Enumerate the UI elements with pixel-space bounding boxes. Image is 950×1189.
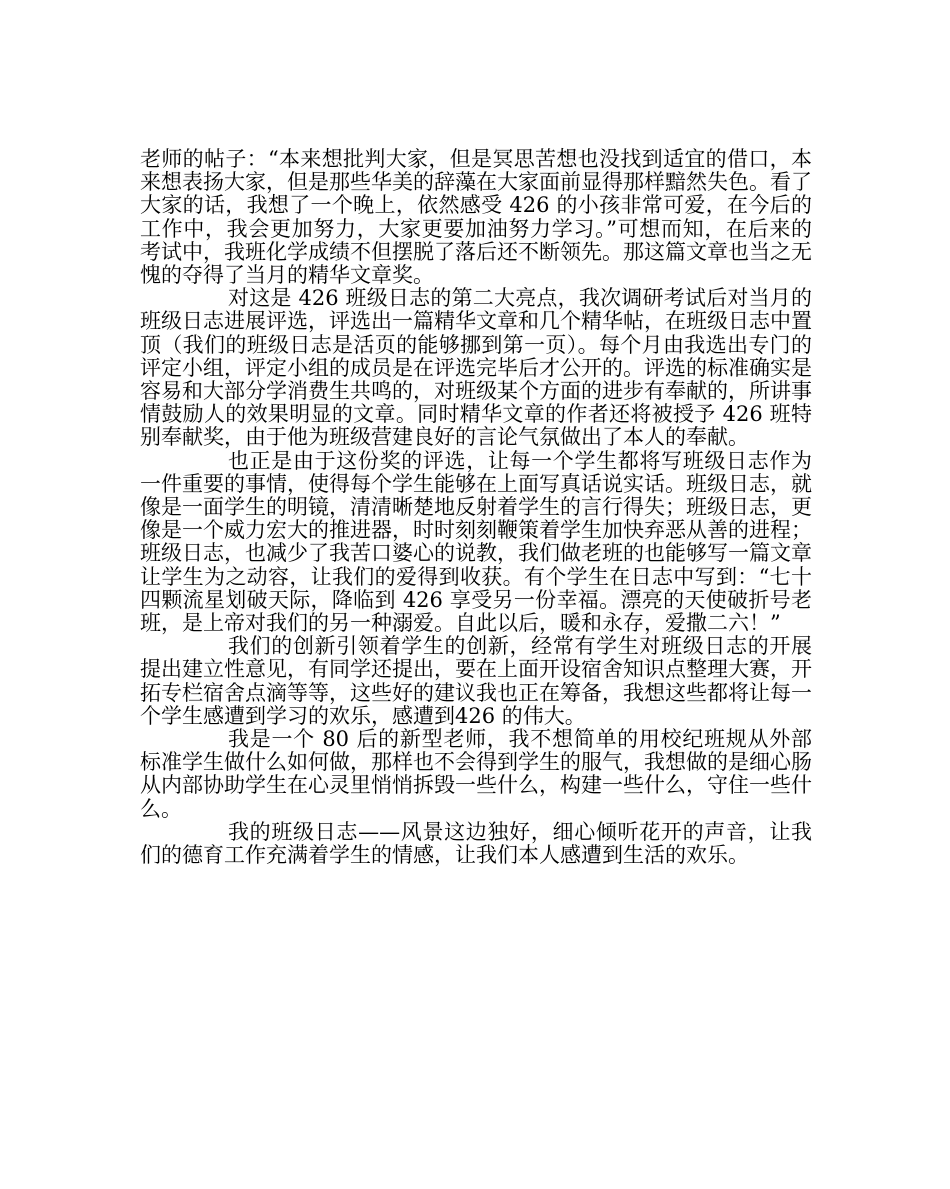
paragraph-5: 我是一个 80 后的新型老师，我不想简单的用校纪班规从外部标准学生做什么如何做，那样也不会得到学生的服气，我想做的是细心肠从内部协助学生在心灵里悄悄拆毁一些什么，构建一些什么，守住一些什么。 bbox=[140, 727, 812, 821]
document-body bbox=[140, 148, 812, 867]
paragraph-3: 也正是由于这份奖的评选，让每一个学生都将写班级日志作为一件重要的事情，使得每个学生能够在上面写真话说实话。班级日志，就像是一面学生的明镜，清清晰楚地反射着学生的言行得失；班级日志，更像是一个威力宏大的推进器，时时刻刻鞭策着学生加快弃恶从善的进程；班级日志，也减少了我苦口婆心的说教，我们做老班的也能够写一篇文章让学生为之动容，让我们的爱得到收获。有个学生在日志中写到：“七十四颗流星划破天际，降临到 426 享受另一份幸福。漂亮的天使破折号老班，是上帝对我们的另一种溺爱。自此以后，暖和永存，爱撒二六！” bbox=[140, 448, 812, 636]
paragraph-2: 对这是 426 班级日志的第二大亮点，我次调研考试后对当月的班级日志进展评选，评选出一篇精华文章和几个精华帖，在班级日志中置顶（我们的班级日志是活页的能够挪到第一页）。每个月由我选出专门的评定小组，评定小组的成员是在评选完毕后才公开的。评选的标准确实是容易和大部分学消费生共鸣的，对班级某个方面的进步有奉献的，所讲事情鼓励人的效果明显的文章。同时精华文章的作者还将被授予 426 班特别奉献奖，由于他为班级营建良好的言论气氛做出了本人的奉献。 bbox=[140, 286, 812, 450]
paragraph-1: 老师的帖子：“本来想批判大家，但是冥思苦想也没找到适宜的借口，本来想表扬大家，但是那些华美的辞藻在大家面前显得那样黯然失色。看了大家的话，我想了一个晚上，依然感受 426 的小孩非常可爱，在今后的工作中，我会更加努力，大家更要加油努力学习。”可想而知，在后来的考试中，我班化学成绩不但摆脱了落后还不断领先。那这篇文章也当之无愧的夺得了当月的精华文章奖。 bbox=[140, 147, 812, 288]
paragraph-4: 我们的创新引领着学生的创新，经常有学生对班级日志的开展提出建立性意见，有同学还提出，要在上面开设宿舍知识点整理大赛，开拓专栏宿舍点滴等等，这些好的建议我也正在筹备，我想这些都将让每一个学生感遭到学习的欢乐，感遭到426 的伟大。 bbox=[140, 634, 812, 728]
paragraph-6: 我的班级日志——风景这边独好，细心倾听花开的声音，让我们的德育工作充满着学生的情感，让我们本人感遭到生活的欢乐。 bbox=[140, 819, 812, 868]
